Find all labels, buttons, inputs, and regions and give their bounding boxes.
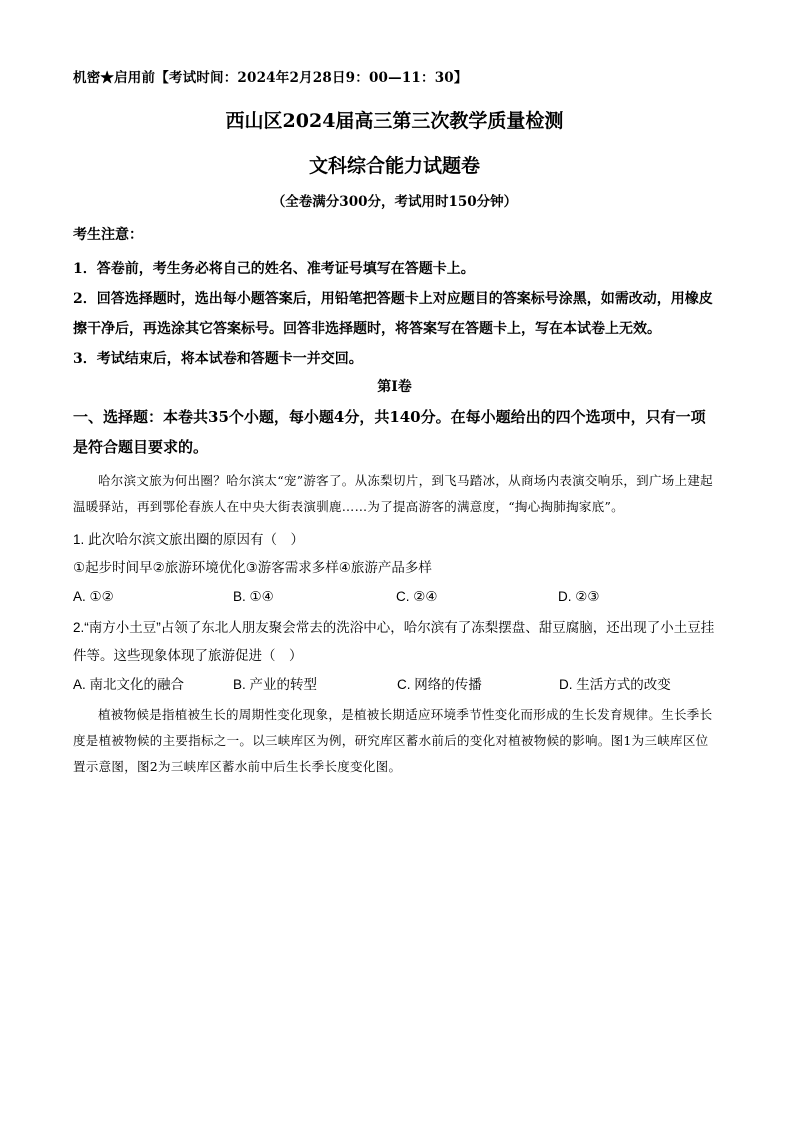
option-c: C. ②④ [396, 589, 438, 604]
exam-subtitle: 文科综合能力试题卷 [308, 155, 480, 177]
notice-heading: 考生注意： [73, 227, 143, 243]
notice-item: 1．答卷前，考生务必将自己的姓名、准考证号填写在答题卡上。 [73, 261, 475, 277]
option-b: B. 产业的转型 [233, 677, 318, 692]
passage-harbin: 哈尔滨文旅为何出圈？哈尔滨太“宠”游客了。从冻梨切片，到飞马踏冰，从商场内表演交响乐，到广场上建起温暖驿站，再到鄂伦春族人在中央大街表演驯鹿……为了提高游客的满意度，“掏心掏肺掏家底”。 [73, 473, 713, 514]
exam-meta-line: 机密★启用前【考试时间：2024年2月28日9：00—11：30】 [73, 70, 468, 86]
question-1-options [73, 582, 716, 612]
option-d: D. ②③ [558, 589, 600, 604]
part-label: 第Ⅰ卷 [377, 379, 412, 395]
option-d: D. 生活方式的改变 [559, 677, 671, 692]
question-1-stem: 1. 此次哈尔滨文旅出圈的原因有（ ） [73, 532, 305, 547]
option-a: A. ①② [73, 589, 114, 604]
question-1-statements: ①起步时间早②旅游环境优化③游客需求多样④旅游产品多样 [73, 560, 432, 575]
option-b: B. ①④ [233, 589, 274, 604]
exam-title: 西山区2024届高三第三次教学质量检测 [225, 110, 564, 132]
score-note: （全卷满分300分，考试用时150分钟） [271, 194, 518, 210]
option-a: A. 南北文化的融合 [73, 677, 185, 692]
question-2-options [73, 670, 716, 700]
section-heading: 一、选择题：本卷共35个小题，每小题4分，共140分。在每小题给出的四个选项中，只有一项是符合题目要求的。 [73, 408, 706, 456]
notice-item: 3．考试结束后，将本试卷和答题卡一并交回。 [73, 351, 363, 367]
passage-vegetation: 植被物候是指植被生长的周期性变化现象，是植被长期适应环境季节性变化而形成的生长发育规律。生长季长度是植被物候的主要指标之一。以三峡库区为例，研究库区蓄水前后的变化对植被物候的影响。图1为三峡库区位置示意图，图2为三峡库区蓄水前中后生长季长度变化图。 [73, 707, 713, 774]
option-c: C. 网络的传播 [397, 677, 482, 692]
question-2-stem: 2.“南方小土豆”占领了东北人朋友聚会常去的洗浴中心，哈尔滨有了冻梨摆盘、甜豆腐脑，还出现了小土豆挂件等。这些现象体现了旅游促进（ ） [73, 620, 715, 663]
notice-item: 2．回答选择题时，选出每小题答案后，用铅笔把答题卡上对应题目的答案标号涂黑，如需改动，用橡皮擦干净后，再选涂其它答案标号。回答非选择题时，将答案写在答题卡上，写在本试卷上无效。 [73, 291, 713, 337]
